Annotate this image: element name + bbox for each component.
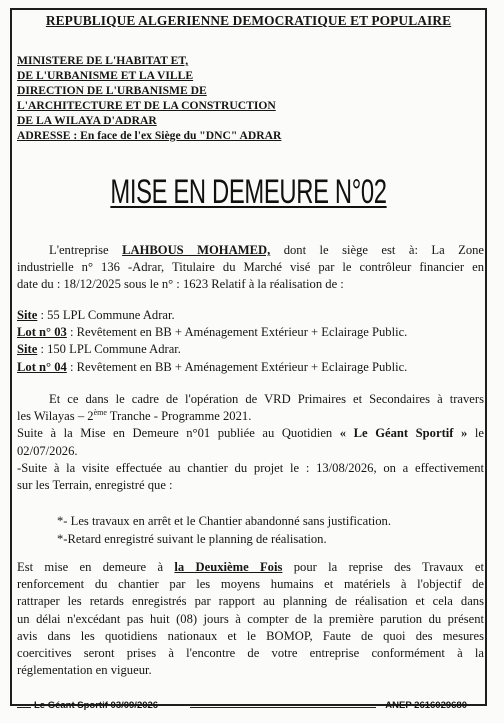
company-name: LAHBOUS MOHAMED, bbox=[122, 243, 271, 257]
intro-line-1 bbox=[17, 242, 484, 259]
demand-line-7: réglementation en vigueur. bbox=[17, 663, 152, 678]
republic-header: REPUBLIQUE ALGERIENNE DEMOCRATIQUE ET POPULAIRE bbox=[45, 13, 452, 28]
ministry-line: DIRECTION DE L'URBANISME DE bbox=[17, 83, 207, 97]
demand-line-6: coercitives seront prises à l'encontre de votre entreprise conformément à la bbox=[17, 646, 484, 661]
demand-line-5: avis dans les quotidiens nationaux et le BOMOP, Faute de quoi des mesures bbox=[17, 628, 484, 643]
context-line-4: 02/07/2026. bbox=[17, 443, 78, 458]
lot-text: : Revêtement en BB + Aménagement Extérieur + Eclairage Public. bbox=[66, 325, 408, 340]
lot-label: Lot n° 03 bbox=[17, 325, 67, 340]
context-text: Tranche - Programme 2021. bbox=[106, 409, 252, 424]
demand-text: Est mise en demeure à bbox=[17, 560, 175, 574]
ministry-line: DE LA WILAYA D'ADRAR bbox=[17, 113, 157, 127]
demand-paragraph bbox=[17, 559, 484, 679]
intro-paragraph bbox=[17, 242, 484, 294]
demand-text: pour la reprise des Travaux et bbox=[282, 560, 484, 574]
lot-text: : 150 LPL Commune Adrar. bbox=[37, 342, 181, 357]
lot-label: Site bbox=[17, 308, 38, 322]
context-paragraph bbox=[17, 391, 484, 494]
finding-item: *-Retard enregistré suivant le planning de réalisation. bbox=[57, 531, 327, 546]
lot-label: Lot n° 04 bbox=[17, 359, 67, 374]
lots-list bbox=[17, 307, 484, 376]
demand-emphasis: la Deuxième Fois bbox=[174, 560, 283, 574]
intro-line-2: industrielle n° 136 -Adrar, Titulaire du Marché visé par le contrôleur financier en bbox=[17, 260, 484, 275]
demand-line-2: renforcement du chantier par les moyens humains et matériels à l'objectif de bbox=[17, 577, 484, 592]
footer-rule bbox=[17, 707, 31, 708]
context-line-1: Et ce dans le cadre de l'opération de VRD Primaires et Secondaires à travers bbox=[49, 392, 484, 406]
context-line-3 bbox=[17, 425, 484, 442]
context-text: les Wilayas – 2 bbox=[17, 409, 94, 424]
demand-line-1 bbox=[17, 559, 484, 576]
demand-line-4: un délai n'excédant pas huit (08) jours à compter de la première parution du présent bbox=[17, 611, 484, 626]
context-line-5: -Suite à la visite effectuée au chantier du projet le : 13/08/2026, on a effectivement bbox=[17, 460, 484, 475]
lot-text: : Revêtement en BB + Aménagement Extérieur + Eclairage Public. bbox=[66, 359, 408, 374]
intro-text: dont le siège est à: La Zone bbox=[270, 243, 485, 257]
intro-line-3: date du : 18/12/2025 sous le n° : 1623 Relatif à la réalisation de : bbox=[17, 277, 344, 292]
newspaper-name: « Le Géant Sportif » bbox=[339, 426, 468, 441]
context-text: Suite à la Mise en Demeure n°01 publiée au Quotidien bbox=[17, 426, 340, 441]
footer-anep: ANEP 2616029680 bbox=[385, 700, 467, 711]
context-line-6: sur les Terrain, enregistré que : bbox=[17, 478, 173, 493]
notice-title: MISE EN DEMEURE N°02 bbox=[110, 173, 387, 211]
lot-item bbox=[17, 324, 484, 341]
lot-item bbox=[17, 307, 484, 324]
public-notice bbox=[10, 8, 487, 711]
lot-item bbox=[17, 341, 484, 358]
ministry-line: MINISTERE DE L'HABITAT ET, bbox=[17, 54, 189, 67]
footer-newspaper: Le Géant Sportif 03/09/2026 bbox=[34, 700, 159, 711]
lot-item bbox=[17, 359, 484, 376]
ministry-line: DE L'URBANISME ET LA VILLE bbox=[17, 68, 194, 82]
context-line-2 bbox=[17, 408, 484, 425]
ministry-line: L'ARCHITECTURE ET DE LA CONSTRUCTION bbox=[17, 98, 276, 112]
finding-item: *- Les travaux en arrêt et le Chantier abandonné sans justification. bbox=[57, 514, 391, 528]
context-text: le bbox=[467, 426, 484, 441]
context-sup: ème bbox=[93, 408, 107, 418]
findings-list bbox=[57, 513, 391, 548]
demand-line-3: rattraper les retards enregistrés par rapport au planning de réalisation et cela dans bbox=[17, 594, 484, 609]
address-line: ADRESSE : En face de l'ex Siège du "DNC" ADRAR bbox=[17, 128, 282, 142]
intro-prefix: L'entreprise bbox=[49, 243, 123, 257]
notice-footer bbox=[12, 698, 485, 716]
ministry-block bbox=[17, 54, 281, 143]
footer-rule bbox=[190, 707, 376, 708]
lot-label: Site bbox=[17, 342, 38, 357]
lot-text: : 55 LPL Commune Adrar. bbox=[37, 308, 175, 322]
